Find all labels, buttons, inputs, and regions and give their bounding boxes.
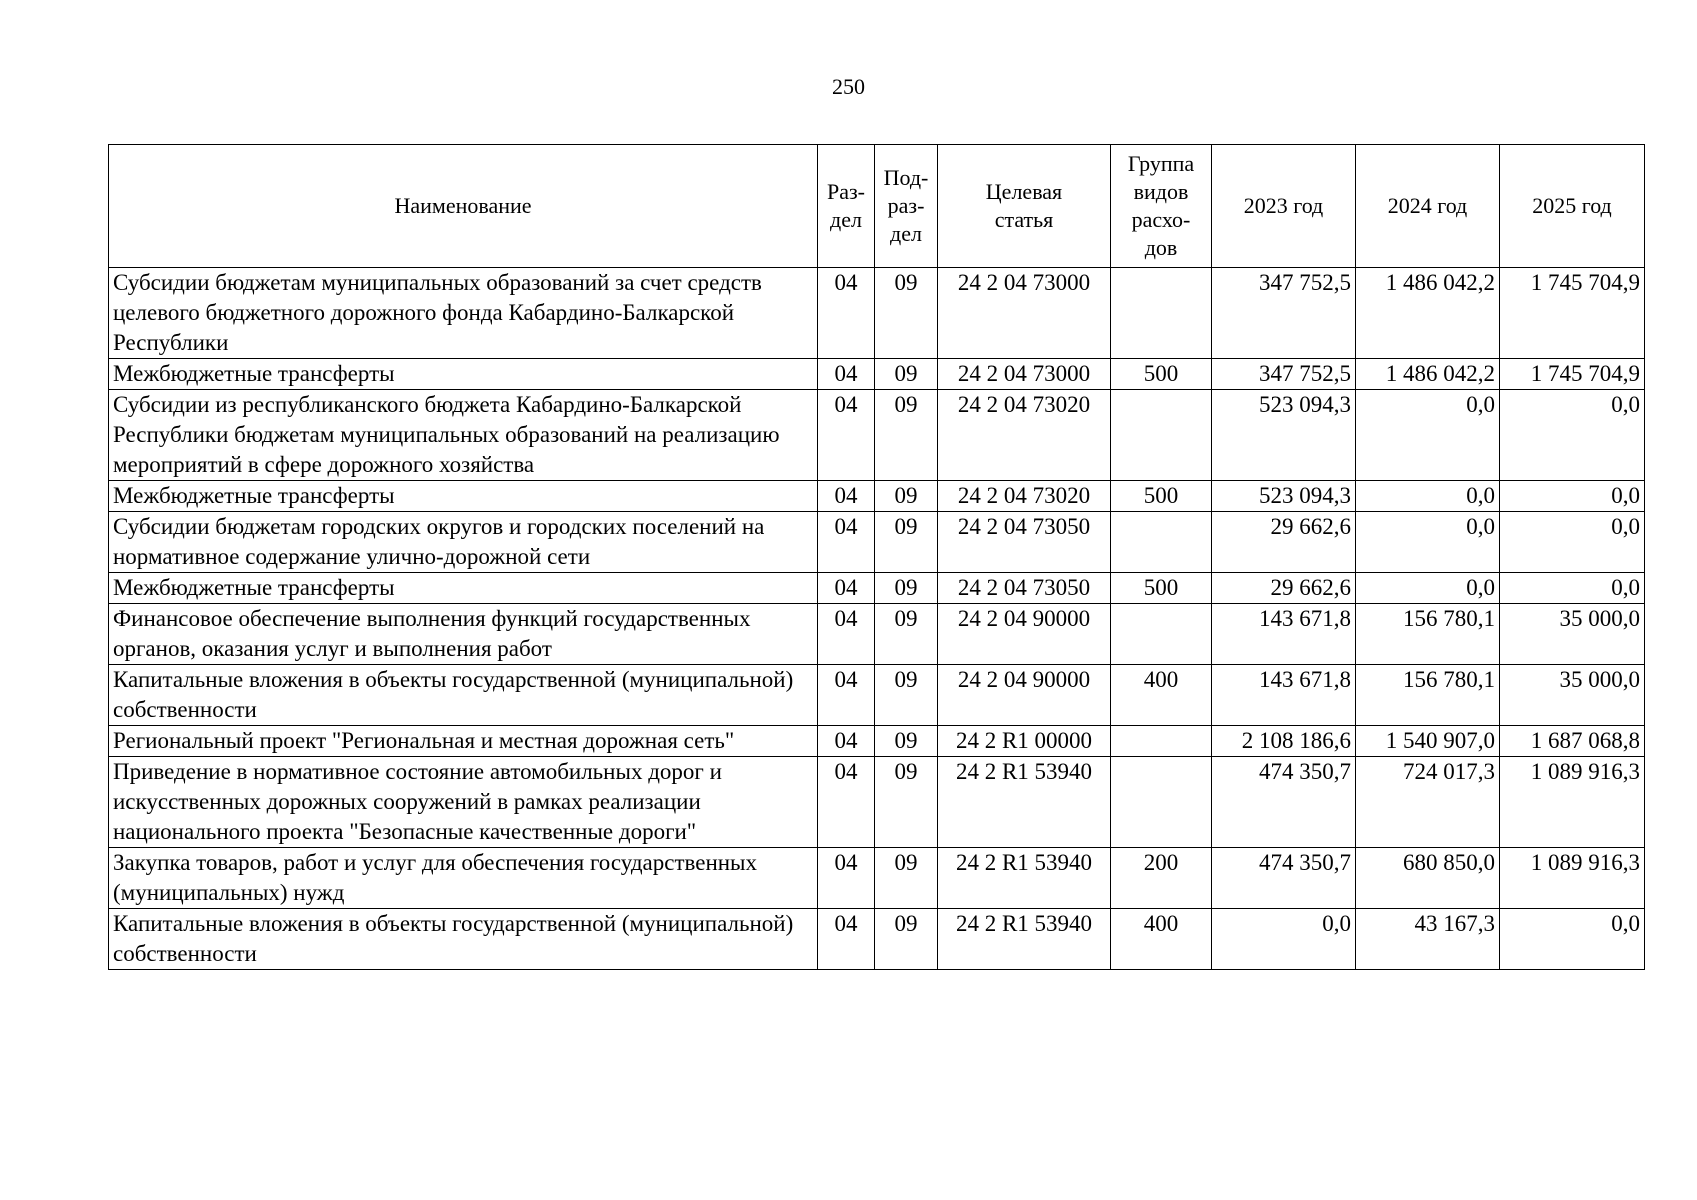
- cell-celevaya-statya: 24 2 04 90000: [938, 665, 1111, 726]
- cell-celevaya-statya: 24 2 04 73020: [938, 390, 1111, 481]
- cell-2025: 1 089 916,3: [1500, 757, 1645, 848]
- header-2024: 2024 год: [1356, 145, 1500, 268]
- cell-gruppa: 500: [1111, 573, 1212, 604]
- table-row: [109, 665, 1645, 726]
- cell-2025: 1 089 916,3: [1500, 848, 1645, 909]
- cell-2025: 0,0: [1500, 481, 1645, 512]
- cell-2024: 156 780,1: [1356, 665, 1500, 726]
- cell-name: Капитальные вложения в объекты государственной (муниципальной) собственности: [109, 665, 818, 726]
- table-row: [109, 848, 1645, 909]
- cell-2023: 474 350,7: [1212, 848, 1356, 909]
- cell-2024: 1 540 907,0: [1356, 726, 1500, 757]
- cell-celevaya-statya: 24 2 04 73000: [938, 268, 1111, 359]
- header-celevaya-statya: Целевая статья: [938, 145, 1111, 268]
- cell-2023: 143 671,8: [1212, 665, 1356, 726]
- cell-2023: 143 671,8: [1212, 604, 1356, 665]
- header-razdel: Раз- дел: [818, 145, 875, 268]
- cell-2024: 0,0: [1356, 512, 1500, 573]
- cell-2024: 43 167,3: [1356, 909, 1500, 970]
- cell-name: Межбюджетные трансферты: [109, 573, 818, 604]
- table-row: [109, 359, 1645, 390]
- cell-razdel: 04: [818, 665, 875, 726]
- cell-2024: 0,0: [1356, 573, 1500, 604]
- cell-razdel: 04: [818, 390, 875, 481]
- cell-podrazdel: 09: [875, 604, 938, 665]
- cell-name: Субсидии из республиканского бюджета Кабардино-Балкарской Республики бюджетам муниципальных образований на реализацию мероприятий в сфере дорожного хозяйства: [109, 390, 818, 481]
- cell-podrazdel: 09: [875, 665, 938, 726]
- cell-name: Межбюджетные трансферты: [109, 481, 818, 512]
- cell-razdel: 04: [818, 573, 875, 604]
- cell-2023: 347 752,5: [1212, 268, 1356, 359]
- cell-razdel: 04: [818, 757, 875, 848]
- cell-celevaya-statya: 24 2 04 90000: [938, 604, 1111, 665]
- cell-2023: 347 752,5: [1212, 359, 1356, 390]
- cell-gruppa: [1111, 268, 1212, 359]
- table-row: [109, 268, 1645, 359]
- cell-celevaya-statya: 24 2 04 73050: [938, 512, 1111, 573]
- cell-podrazdel: 09: [875, 726, 938, 757]
- cell-2023: 29 662,6: [1212, 573, 1356, 604]
- cell-name: Субсидии бюджетам городских округов и городских поселений на нормативное содержание улично-дорожной сети: [109, 512, 818, 573]
- cell-2023: 29 662,6: [1212, 512, 1356, 573]
- cell-celevaya-statya: 24 2 R1 00000: [938, 726, 1111, 757]
- cell-name: Субсидии бюджетам муниципальных образований за счет средств целевого бюджетного дорожного фонда Кабардино-Балкарской Республики: [109, 268, 818, 359]
- cell-name: Приведение в нормативное состояние автомобильных дорог и искусственных дорожных сооружений в рамках реализации национального проекта "Безопасные качественные дороги": [109, 757, 818, 848]
- cell-podrazdel: 09: [875, 909, 938, 970]
- cell-2024: 1 486 042,2: [1356, 359, 1500, 390]
- cell-celevaya-statya: 24 2 04 73020: [938, 481, 1111, 512]
- cell-podrazdel: 09: [875, 848, 938, 909]
- table-row: [109, 573, 1645, 604]
- cell-2023: 523 094,3: [1212, 390, 1356, 481]
- cell-2024: 0,0: [1356, 481, 1500, 512]
- cell-2024: 156 780,1: [1356, 604, 1500, 665]
- cell-name: Межбюджетные трансферты: [109, 359, 818, 390]
- cell-2025: 1 687 068,8: [1500, 726, 1645, 757]
- table-row: [109, 390, 1645, 481]
- header-gruppa-vidov-rashodov: Группа видов расхо- дов: [1111, 145, 1212, 268]
- header-2025: 2025 год: [1500, 145, 1645, 268]
- cell-razdel: 04: [818, 909, 875, 970]
- cell-2025: 0,0: [1500, 390, 1645, 481]
- cell-gruppa: 500: [1111, 481, 1212, 512]
- cell-2024: 1 486 042,2: [1356, 268, 1500, 359]
- cell-gruppa: [1111, 390, 1212, 481]
- cell-razdel: 04: [818, 481, 875, 512]
- cell-podrazdel: 09: [875, 481, 938, 512]
- cell-celevaya-statya: 24 2 R1 53940: [938, 848, 1111, 909]
- cell-celevaya-statya: 24 2 R1 53940: [938, 909, 1111, 970]
- cell-name: Закупка товаров, работ и услуг для обеспечения государственных (муниципальных) нужд: [109, 848, 818, 909]
- cell-podrazdel: 09: [875, 390, 938, 481]
- table-row: [109, 757, 1645, 848]
- table-row: [109, 512, 1645, 573]
- cell-name: Региональный проект "Региональная и местная дорожная сеть": [109, 726, 818, 757]
- cell-2023: 0,0: [1212, 909, 1356, 970]
- cell-razdel: 04: [818, 268, 875, 359]
- cell-name: Капитальные вложения в объекты государственной (муниципальной) собственности: [109, 909, 818, 970]
- cell-2025: 1 745 704,9: [1500, 359, 1645, 390]
- cell-2024: 680 850,0: [1356, 848, 1500, 909]
- table-header: [109, 145, 1645, 268]
- cell-2024: 724 017,3: [1356, 757, 1500, 848]
- cell-2025: 0,0: [1500, 512, 1645, 573]
- cell-2025: 0,0: [1500, 573, 1645, 604]
- cell-gruppa: 500: [1111, 359, 1212, 390]
- cell-podrazdel: 09: [875, 268, 938, 359]
- table-row: [109, 909, 1645, 970]
- cell-razdel: 04: [818, 848, 875, 909]
- cell-razdel: 04: [818, 726, 875, 757]
- cell-2025: 35 000,0: [1500, 665, 1645, 726]
- cell-gruppa: [1111, 757, 1212, 848]
- header-podrazdel: Под- раз- дел: [875, 145, 938, 268]
- budget-table: [108, 144, 1645, 970]
- cell-podrazdel: 09: [875, 512, 938, 573]
- cell-gruppa: 200: [1111, 848, 1212, 909]
- cell-podrazdel: 09: [875, 573, 938, 604]
- cell-gruppa: [1111, 604, 1212, 665]
- table-row: [109, 726, 1645, 757]
- cell-gruppa: [1111, 512, 1212, 573]
- cell-name: Финансовое обеспечение выполнения функций государственных органов, оказания услуг и выполнения работ: [109, 604, 818, 665]
- header-row: [109, 145, 1645, 268]
- cell-celevaya-statya: 24 2 04 73050: [938, 573, 1111, 604]
- table-body: [109, 268, 1645, 970]
- cell-2024: 0,0: [1356, 390, 1500, 481]
- cell-2023: 474 350,7: [1212, 757, 1356, 848]
- cell-celevaya-statya: 24 2 04 73000: [938, 359, 1111, 390]
- table-row: [109, 481, 1645, 512]
- cell-podrazdel: 09: [875, 359, 938, 390]
- table-row: [109, 604, 1645, 665]
- cell-2025: 0,0: [1500, 909, 1645, 970]
- cell-celevaya-statya: 24 2 R1 53940: [938, 757, 1111, 848]
- cell-2025: 35 000,0: [1500, 604, 1645, 665]
- cell-podrazdel: 09: [875, 757, 938, 848]
- cell-gruppa: [1111, 726, 1212, 757]
- cell-2023: 523 094,3: [1212, 481, 1356, 512]
- header-name: Наименование: [109, 145, 818, 268]
- cell-gruppa: 400: [1111, 665, 1212, 726]
- cell-gruppa: 400: [1111, 909, 1212, 970]
- header-2023: 2023 год: [1212, 145, 1356, 268]
- cell-razdel: 04: [818, 359, 875, 390]
- page-number: 250: [832, 74, 865, 99]
- cell-2025: 1 745 704,9: [1500, 268, 1645, 359]
- cell-razdel: 04: [818, 604, 875, 665]
- cell-razdel: 04: [818, 512, 875, 573]
- cell-2023: 2 108 186,6: [1212, 726, 1356, 757]
